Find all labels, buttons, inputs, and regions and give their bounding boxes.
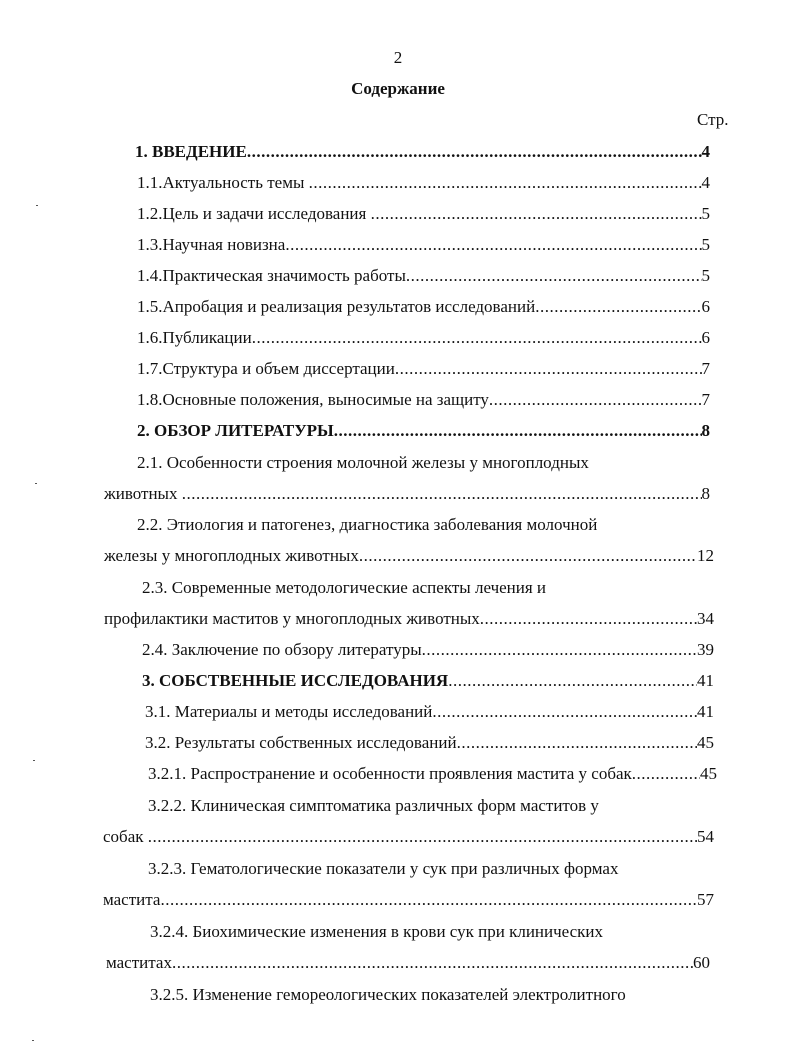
toc-entry-number: 1.2. (137, 204, 163, 223)
toc-entry-title: 3.1. Материалы и методы исследований (145, 702, 433, 721)
toc-entry-title-continued: мастита (103, 890, 161, 909)
toc-entry (148, 764, 717, 784)
toc-entry-title: Публикации (162, 328, 252, 347)
toc-entry (137, 297, 710, 317)
toc-entry (137, 390, 710, 410)
toc-entry (106, 953, 710, 973)
toc-leader (334, 421, 702, 441)
toc-leader (480, 609, 697, 629)
toc-leader (422, 640, 697, 660)
toc-leader (535, 297, 701, 317)
toc-entry-title: Основные положения, выносимые на защиту (162, 390, 489, 409)
toc-entry-title: 3.2.2. Клиническая симптоматика различных форм маститов у (148, 796, 599, 815)
toc-leader (252, 328, 702, 348)
toc-entry-title: Цель и задачи исследования (162, 204, 367, 223)
toc-entry-page: 5 (701, 235, 710, 254)
toc-leader (309, 173, 702, 193)
toc-leader (172, 953, 693, 973)
toc-entry-title: 3.2.4. Биохимические изменения в крови сук при клинических (150, 922, 604, 941)
toc-entry-number: 1. (135, 142, 148, 161)
toc-entry (142, 671, 714, 691)
toc-leader (457, 733, 697, 753)
toc-entry-page: 39 (697, 640, 714, 659)
toc-leader (448, 671, 697, 691)
toc-entry-page: 8 (701, 421, 710, 440)
toc-entry-title-continued: животных (104, 484, 178, 503)
toc-entry-number: 1.3. (137, 235, 163, 254)
toc-entry-page: 7 (701, 359, 710, 378)
toc-leader (432, 702, 697, 722)
page-column-label: Стр. (697, 110, 729, 129)
toc-entry (104, 546, 714, 566)
toc-entry-page: 57 (697, 890, 714, 909)
toc-entry (145, 702, 714, 722)
toc-entry-page: 45 (697, 733, 714, 752)
toc-entry-title: 3.2.1. Распространение и особенности проявления мастита у собак (148, 764, 632, 783)
page-number: 2 (393, 48, 403, 67)
toc-entry-page: 45 (700, 764, 717, 783)
toc-entry (137, 204, 710, 224)
scan-speck (35, 483, 37, 484)
toc-entry-page: 41 (697, 702, 714, 721)
toc-leader (406, 266, 702, 286)
toc-entry-page: 6 (701, 297, 710, 316)
toc-entry-title: 2.2. Этиология и патогенез, диагностика заболевания молочной (137, 515, 598, 534)
toc-leader (371, 204, 702, 224)
toc-entry (137, 359, 710, 379)
toc-leader (395, 359, 702, 379)
toc-entry-title: 2.1. Особенности строения молочной железы у многоплодных (137, 453, 589, 472)
toc-leader (160, 890, 697, 910)
toc-entry-title-continued: собак (103, 827, 144, 846)
toc-leader (148, 827, 697, 847)
scan-speck (32, 1040, 34, 1041)
toc-entry-number: 1.5. (137, 297, 163, 316)
toc-entry-number: 1.6. (137, 328, 163, 347)
toc-entry-page: 54 (697, 827, 714, 846)
page-title: Содержание (351, 79, 445, 98)
toc-entry (103, 890, 714, 910)
toc-leader (182, 484, 702, 504)
toc-entry-title: 2.4. Заключение по обзору литературы (142, 640, 422, 659)
scan-speck (36, 205, 38, 206)
toc-entry-title: 3. СОБСТВЕННЫЕ ИССЛЕДОВАНИЯ (142, 671, 449, 690)
toc-entry-page: 41 (697, 671, 714, 690)
toc-entry (142, 640, 714, 660)
toc-entry-title: Практическая значимость работы (162, 266, 406, 285)
toc-entry-page: 5 (701, 204, 710, 223)
toc-entry (104, 609, 714, 629)
toc-entry-page: 5 (701, 266, 710, 285)
toc-entry (145, 733, 714, 753)
toc-entry-title: 3.2. Результаты собственных исследований (145, 733, 457, 752)
toc-entry (137, 235, 710, 255)
toc-leader (285, 235, 701, 255)
toc-entry (104, 484, 710, 504)
toc-entry-page: 60 (693, 953, 710, 972)
toc-entry-title: Структура и объем диссертации (162, 359, 395, 378)
toc-entry (137, 421, 710, 441)
toc-entry-title-continued: профилактики маститов у многоплодных животных (104, 609, 480, 628)
toc-entry-title: ВВЕДЕНИЕ (152, 142, 247, 161)
toc-entry-number: 2. (137, 421, 150, 440)
toc-leader (489, 390, 702, 410)
toc-entry-title: 3.2.3. Гематологические показатели у сук при различных формах (148, 859, 619, 878)
toc-entry-number: 1.7. (137, 359, 163, 378)
toc-entry-page: 4 (701, 173, 710, 192)
toc-entry-title: Апробация и реализация результатов исследований (162, 297, 536, 316)
toc-entry-title: 3.2.5. Изменение гемореологических показателей электролитного (150, 985, 626, 1004)
toc-leader (632, 764, 700, 784)
toc-entry-page: 6 (701, 328, 710, 347)
toc-entry-title: Научная новизна (162, 235, 286, 254)
toc-leader (359, 546, 697, 566)
toc-entry (137, 173, 710, 193)
toc-entry-title-continued: железы у многоплодных животных (104, 546, 359, 565)
toc-entry-number: 1.1. (137, 173, 163, 192)
toc-entry (135, 142, 710, 162)
toc-entry-number: 1.8. (137, 390, 163, 409)
toc-entry-title: 2.3. Современные методологические аспекты лечения и (142, 578, 547, 597)
toc-leader (247, 142, 702, 162)
toc-entry-title: Актуальность темы (162, 173, 305, 192)
toc-entry (137, 328, 710, 348)
toc-entry (103, 827, 714, 847)
toc-entry (137, 266, 710, 286)
toc-entry-number: 1.4. (137, 266, 163, 285)
toc-entry-title: ОБЗОР ЛИТЕРАТУРЫ (154, 421, 334, 440)
toc-entry-page: 4 (701, 142, 710, 161)
toc-entry-page: 7 (701, 390, 710, 409)
toc-entry-page: 34 (697, 609, 714, 628)
toc-entry-page: 8 (701, 484, 710, 503)
scan-speck (33, 760, 35, 761)
toc-entry-title-continued: маститах (106, 953, 172, 972)
toc-entry-page: 12 (697, 546, 714, 565)
